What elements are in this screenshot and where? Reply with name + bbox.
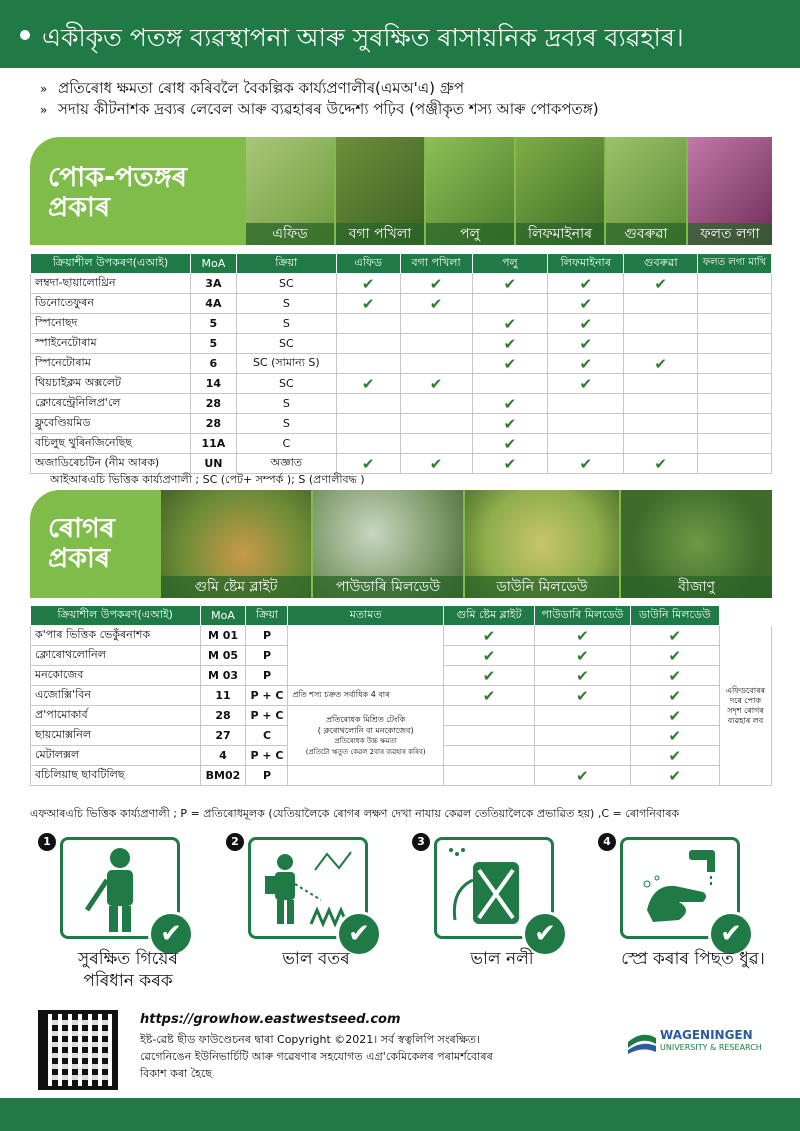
page-header — [0, 0, 800, 68]
action-cell: S — [236, 314, 336, 334]
disease-heading: ৰোগৰ প্ৰকাৰ — [48, 513, 115, 574]
pest-photo-beetle: গুবৰুৱা — [606, 137, 686, 245]
check-cell — [548, 394, 624, 414]
check-cell — [336, 274, 400, 294]
check-cell — [624, 374, 698, 394]
disease-table — [30, 605, 772, 786]
active-ingredient: বচিলিয়াছ ছাবটিলিছ — [31, 766, 201, 786]
check-cell — [624, 414, 698, 434]
active-ingredient: ক'পাৰ ভিত্তিক ভেকুঁৰনাশক — [31, 626, 201, 646]
check-cell — [548, 294, 624, 314]
check-cell — [698, 454, 772, 474]
check-cell — [630, 646, 719, 666]
moa-cell: 5 — [190, 334, 236, 354]
moa-cell: 5 — [190, 314, 236, 334]
remark-cell — [288, 626, 443, 686]
active-ingredient: থিয়চাইক্লম অক্সলেট — [31, 374, 191, 394]
table-row — [31, 626, 772, 646]
moa-cell: 4 — [200, 746, 246, 766]
check-cell — [698, 294, 772, 314]
check-cell — [472, 274, 548, 294]
chevron-right-icon: » — [40, 103, 48, 117]
safety-step-1: 1 ✔ সুৰক্ষিত গিয়েৰ পৰিধান কৰক — [38, 833, 218, 993]
active-ingredient: ডিনোতেফুৰন — [31, 294, 191, 314]
pest-types-band — [30, 137, 772, 245]
check-cell — [548, 414, 624, 434]
moa-cell: 3A — [190, 274, 236, 294]
check-cell — [630, 706, 719, 726]
checkmark-icon: ✔ — [361, 294, 375, 313]
action-cell: S — [236, 414, 336, 434]
action-cell: P — [246, 766, 288, 786]
checkmark-icon: ✔ — [654, 274, 667, 293]
check-cell — [698, 314, 772, 334]
checkmark-icon: ✔ — [579, 374, 593, 393]
table-row — [31, 766, 772, 786]
moa-cell: 11A — [190, 434, 236, 454]
bullet-icon — [20, 30, 30, 40]
action-cell: P — [246, 666, 288, 686]
check-cell — [443, 766, 534, 786]
checkmark-icon: ✔ — [579, 274, 593, 293]
active-ingredient: স্পাইনেটোৰাম — [31, 334, 191, 354]
checkmark-icon: ✔ — [482, 646, 496, 665]
pest-photo-aphid: এফিড — [246, 137, 334, 245]
check-cell — [698, 374, 772, 394]
moa-cell: 14 — [190, 374, 236, 394]
checkmark-icon: ✔ — [336, 911, 382, 957]
checkmark-icon: ✔ — [668, 686, 682, 705]
check-cell — [624, 294, 698, 314]
check-cell — [472, 354, 548, 374]
check-cell — [472, 334, 548, 354]
check-cell — [624, 274, 698, 294]
credit-text: ৱেগেনিঙেন ইউনিভাৰ্চিটি আৰু গৱেষণাৰ সহযোগত এগ্ৰ'কেমিকেলৰ পৰামৰ্শবোৰৰ — [140, 1050, 493, 1063]
check-cell — [624, 454, 698, 474]
check-cell — [630, 746, 719, 766]
action-cell: P + C — [246, 686, 288, 706]
action-cell: P + C — [246, 706, 288, 726]
pest-table-note: আইআৰএচি ভিত্তিক কাৰ্য্যপ্ৰণালী ; SC (পেট+ সম্পৰ্ক ); S (প্ৰণালীবদ্ধ ) — [50, 473, 365, 486]
checkmark-icon: ✔ — [482, 686, 496, 705]
check-cell — [443, 706, 534, 726]
check-cell — [548, 454, 624, 474]
checkmark-icon: ✔ — [576, 666, 589, 685]
checkmark-icon: ✔ — [429, 374, 443, 393]
checkmark-icon: ✔ — [668, 646, 682, 665]
action-cell: C — [246, 726, 288, 746]
check-cell — [535, 646, 630, 666]
check-cell — [698, 354, 772, 374]
active-ingredient: মনকোজেব — [31, 666, 201, 686]
intro-line: » প্ৰতিৰোধ ক্ষমতা ৰোধ কৰিবলৈ বৈকল্পিক কাৰ্য্যপ্ৰণালীৰ(এমঅ'এ) গ্ৰুপ — [40, 79, 465, 97]
action-cell: SC — [236, 274, 336, 294]
action-cell: S — [236, 294, 336, 314]
checkmark-icon: ✔ — [668, 706, 682, 725]
check-cell — [535, 686, 630, 706]
check-cell — [336, 354, 400, 374]
check-cell — [443, 646, 534, 666]
check-cell — [698, 394, 772, 414]
check-cell — [443, 666, 534, 686]
step-label: ভাল নলী — [470, 949, 534, 969]
pest-table — [30, 253, 772, 474]
remark-cell — [288, 766, 443, 786]
check-cell — [400, 434, 472, 454]
page-title: একীকৃত পতঙ্গ ব্যৱস্থাপনা আৰু সুৰক্ষিত ৰাসায়নিক দ্ৰব্যৰ ব্যৱহাৰ। — [42, 23, 684, 52]
check-cell — [698, 274, 772, 294]
active-ingredient: ক্লোৰোথলোনিল — [31, 646, 201, 666]
check-cell — [624, 394, 698, 414]
action-cell: SC — [236, 374, 336, 394]
checkmark-icon: ✔ — [576, 686, 589, 705]
footer-bar — [0, 1098, 800, 1131]
table-row — [31, 294, 772, 314]
check-cell — [548, 434, 624, 454]
check-cell — [472, 454, 548, 474]
active-ingredient: লম্বদা-ছায়ালোথ্ৰিন — [31, 274, 191, 294]
checkmark-icon: ✔ — [579, 354, 593, 373]
check-cell — [535, 746, 630, 766]
checkmark-icon: ✔ — [503, 334, 517, 353]
credit-text-2: বিকাশ কৰা হৈছে — [140, 1067, 213, 1080]
moa-cell: 11 — [200, 686, 246, 706]
checkmark-icon: ✔ — [668, 726, 682, 745]
check-cell — [624, 354, 698, 374]
moa-cell: 4A — [190, 294, 236, 314]
check-cell — [472, 374, 548, 394]
active-ingredient: মেটালক্সল — [31, 746, 201, 766]
copyright-text: ইষ্ট-ৱেষ্ট ছীড ফাউণ্ডেচনৰ দ্বাৰা Copyright ©2021। সৰ্ব স্বত্বলিপি সংৰক্ষিত। — [140, 1033, 480, 1046]
active-ingredient: এজোক্সি'বিন — [31, 686, 201, 706]
check-cell — [400, 334, 472, 354]
check-cell — [535, 626, 630, 646]
chevron-right-icon: » — [40, 82, 48, 96]
check-cell — [548, 314, 624, 334]
action-cell: P — [246, 626, 288, 646]
action-cell: P + C — [246, 746, 288, 766]
pest-photo-caterpillar: পলু — [426, 137, 514, 245]
check-cell — [630, 686, 719, 706]
moa-cell: 28 — [200, 706, 246, 726]
remark-cell: প্ৰতিৰোধক মিশ্ৰিত টেংকি ( ক্লৰোথলোনি বা মনকোজেব) প্ৰতিৰোধক উচ্চ ক্ষমতা (প্ৰতিটো ঋতুত কেৱল 2বাৰ ব্যৱহাৰ কৰিব) — [288, 706, 443, 766]
check-cell — [472, 414, 548, 434]
safety-step-3: 3 ✔ ভাল নলী — [412, 833, 592, 993]
check-cell — [400, 354, 472, 374]
table-row — [31, 354, 772, 374]
action-cell: অজ্ঞাত — [236, 454, 336, 474]
pest-photo-whitefly: বগা পখিলা — [336, 137, 424, 245]
table-row — [31, 274, 772, 294]
check-cell — [630, 766, 719, 786]
checkmark-icon: ✔ — [579, 294, 593, 313]
checkmark-icon: ✔ — [668, 666, 682, 685]
side-note: এফিডবোৰৰ দৰে পোক সদৃশ ৰোগৰ ব্যৱহাৰ লব — [720, 626, 772, 786]
active-ingredient: প্ৰ'পামোকাৰ্ব — [31, 706, 201, 726]
checkmark-icon: ✔ — [503, 414, 517, 433]
checkmark-icon: ✔ — [579, 334, 593, 353]
check-cell — [548, 374, 624, 394]
check-cell — [630, 726, 719, 746]
moa-cell: M 03 — [200, 666, 246, 686]
table-row — [31, 686, 772, 706]
checkmark-icon: ✔ — [503, 394, 517, 413]
check-cell — [535, 726, 630, 746]
moa-cell: 28 — [190, 414, 236, 434]
moa-cell: 28 — [190, 394, 236, 414]
moa-cell: UN — [190, 454, 236, 474]
table-row — [31, 414, 772, 434]
checkmark-icon: ✔ — [668, 626, 682, 645]
step-label: স্প্ৰে কৰাৰ পিছত ধুৱ। — [621, 949, 765, 969]
action-cell: C — [236, 434, 336, 454]
check-cell — [443, 626, 534, 646]
disease-photo-downy-mildew: ডাউনি মিলডেউ — [465, 490, 619, 598]
moa-cell: 27 — [200, 726, 246, 746]
remark-cell: প্ৰতি শস্য চক্ৰত সৰ্বাধিক 4 বাৰ — [288, 686, 443, 706]
checkmark-icon: ✔ — [503, 314, 517, 333]
checkmark-icon: ✔ — [654, 354, 667, 373]
check-cell — [548, 334, 624, 354]
checkmark-icon: ✔ — [503, 454, 517, 473]
action-cell: SC (সামান্য S) — [236, 354, 336, 374]
check-cell — [336, 294, 400, 314]
action-cell: P — [246, 646, 288, 666]
checkmark-icon: ✔ — [482, 666, 496, 685]
check-cell — [336, 414, 400, 434]
check-cell — [400, 274, 472, 294]
action-cell: S — [236, 394, 336, 414]
step-label: সুৰক্ষিত গিয়েৰ পৰিধান কৰক — [77, 949, 179, 991]
checkmark-icon: ✔ — [654, 454, 667, 473]
checkmark-icon: ✔ — [503, 274, 517, 293]
checkmark-icon: ✔ — [576, 626, 589, 645]
check-cell — [698, 434, 772, 454]
check-cell — [624, 334, 698, 354]
check-cell — [336, 374, 400, 394]
checkmark-icon: ✔ — [429, 454, 443, 473]
check-cell — [630, 666, 719, 686]
check-cell — [548, 274, 624, 294]
moa-cell: M 05 — [200, 646, 246, 666]
moa-cell: M 01 — [200, 626, 246, 646]
checkmark-icon: ✔ — [361, 454, 375, 473]
safety-step-4: 4 ✔ স্প্ৰে কৰাৰ পিছত ধুৱ। — [598, 833, 788, 993]
disease-photo-gummy-stem-blight: গুমি ষ্টেম ব্লাইট — [161, 490, 311, 598]
moa-cell: BM02 — [200, 766, 246, 786]
pest-photo-leafminer: লিফমাইনাৰ — [516, 137, 604, 245]
check-cell — [630, 626, 719, 646]
check-cell — [443, 746, 534, 766]
active-ingredient: স্পিনোছদ — [31, 314, 191, 334]
checkmark-icon: ✔ — [429, 274, 443, 293]
disease-types-band — [30, 490, 772, 598]
check-cell — [336, 434, 400, 454]
table-header-row: ক্ৰিয়াশীল উপকৰণ(এআই) MoA ক্ৰিয়া এফিড বগা পখিলা পলু লিফমাইনাৰ গুবৰুৱা ফলত লগা মাখি — [31, 254, 772, 274]
checkmark-icon: ✔ — [708, 911, 754, 957]
safety-step-2: 2 ✔ ভাল বতৰ — [226, 833, 406, 993]
check-cell — [472, 294, 548, 314]
pest-heading: পোক-পতঙ্গৰ প্ৰকাৰ — [48, 162, 187, 223]
check-cell — [698, 414, 772, 434]
table-row — [31, 394, 772, 414]
check-cell — [443, 686, 534, 706]
checkmark-icon: ✔ — [522, 911, 568, 957]
disease-photo-powdery-mildew: পাউডাৰি মিলডেউ — [313, 490, 463, 598]
check-cell — [535, 706, 630, 726]
wageningen-logo: WAGENINGEN UNIVERSITY & RESEARCH — [628, 1028, 768, 1058]
check-cell — [400, 454, 472, 474]
active-ingredient: ছায়মোক্সনিল — [31, 726, 201, 746]
intro-line: » সদায় কীটনাশক দ্ৰব্যৰ লেবেল আৰু ব্যৱহাৰৰ উদ্দেশ্য পঢ়িব (পঞ্জীকৃত শস্য আৰু পোকপতঙ্গ) — [40, 100, 599, 118]
active-ingredient: ক্লোৰেন্ট্ৰেনিলিপ্ৰ'লে — [31, 394, 191, 414]
check-cell — [535, 666, 630, 686]
active-ingredient: বচিলুছ থুৰিনজিনেছিছ — [31, 434, 191, 454]
step-label: ভাল বতৰ — [282, 949, 350, 969]
check-cell — [624, 314, 698, 334]
table-row — [31, 374, 772, 394]
qr-code[interactable] — [38, 1010, 118, 1090]
checkmark-icon: ✔ — [482, 626, 496, 645]
check-cell — [698, 334, 772, 354]
checkmark-icon: ✔ — [503, 354, 517, 373]
check-cell — [400, 314, 472, 334]
active-ingredient: স্পিনেটোৰাম — [31, 354, 191, 374]
check-cell — [548, 354, 624, 374]
check-cell — [443, 726, 534, 746]
table-header-row: ক্ৰিয়াশীল উপকৰণ(এআই) MoA ক্ৰিয়া মতামত গুমি ষ্টেম ব্লাইট পাউডাৰি মিলডেউ ডাউনি মিলডেউ — [31, 606, 772, 626]
checkmark-icon: ✔ — [668, 766, 682, 785]
active-ingredient: ফ্লুবেণ্ডিয়মিড — [31, 414, 191, 434]
check-cell — [400, 414, 472, 434]
checkmark-icon: ✔ — [668, 746, 682, 765]
website-link[interactable]: https://growhow.eastwestseed.com — [140, 1012, 401, 1027]
table-row — [31, 706, 772, 726]
table-row — [31, 334, 772, 354]
check-cell — [400, 294, 472, 314]
check-cell — [472, 314, 548, 334]
checkmark-icon: ✔ — [576, 766, 589, 785]
check-cell — [535, 766, 630, 786]
checkmark-icon: ✔ — [579, 314, 593, 333]
table-row — [31, 434, 772, 454]
check-cell — [472, 434, 548, 454]
check-cell — [472, 394, 548, 414]
checkmark-icon: ✔ — [576, 646, 589, 665]
table-row — [31, 314, 772, 334]
check-cell — [336, 394, 400, 414]
check-cell — [336, 314, 400, 334]
disease-table-note: এফআৰএচি ভিত্তিক কাৰ্য্যপ্ৰণালী ; P = প্ৰতিৰোধমূলক (যেতিয়ালৈকে ৰোগৰ লক্ষণ দেখা নাযায় কেৱল তেতিয়ালৈকে প্ৰভাৱিত হয়) ,C = ৰোগনিবাৰক — [30, 807, 680, 820]
check-cell — [336, 334, 400, 354]
check-cell — [624, 434, 698, 454]
check-cell — [400, 394, 472, 414]
pest-photo-fruitfly: ফলত লগা — [688, 137, 772, 245]
moa-cell: 6 — [190, 354, 236, 374]
intro-notes — [40, 78, 599, 120]
check-cell — [400, 374, 472, 394]
action-cell: SC — [236, 334, 336, 354]
checkmark-icon: ✔ — [429, 294, 443, 313]
active-ingredient: অজাডিৰেচটিন (নীম আৰক) — [31, 454, 191, 474]
checkmark-icon: ✔ — [579, 454, 593, 473]
checkmark-icon: ✔ — [361, 274, 375, 293]
checkmark-icon: ✔ — [361, 374, 375, 393]
checkmark-icon: ✔ — [148, 911, 194, 957]
checkmark-icon: ✔ — [503, 434, 517, 453]
disease-photo-bacteria: বীজাণু — [621, 490, 772, 598]
